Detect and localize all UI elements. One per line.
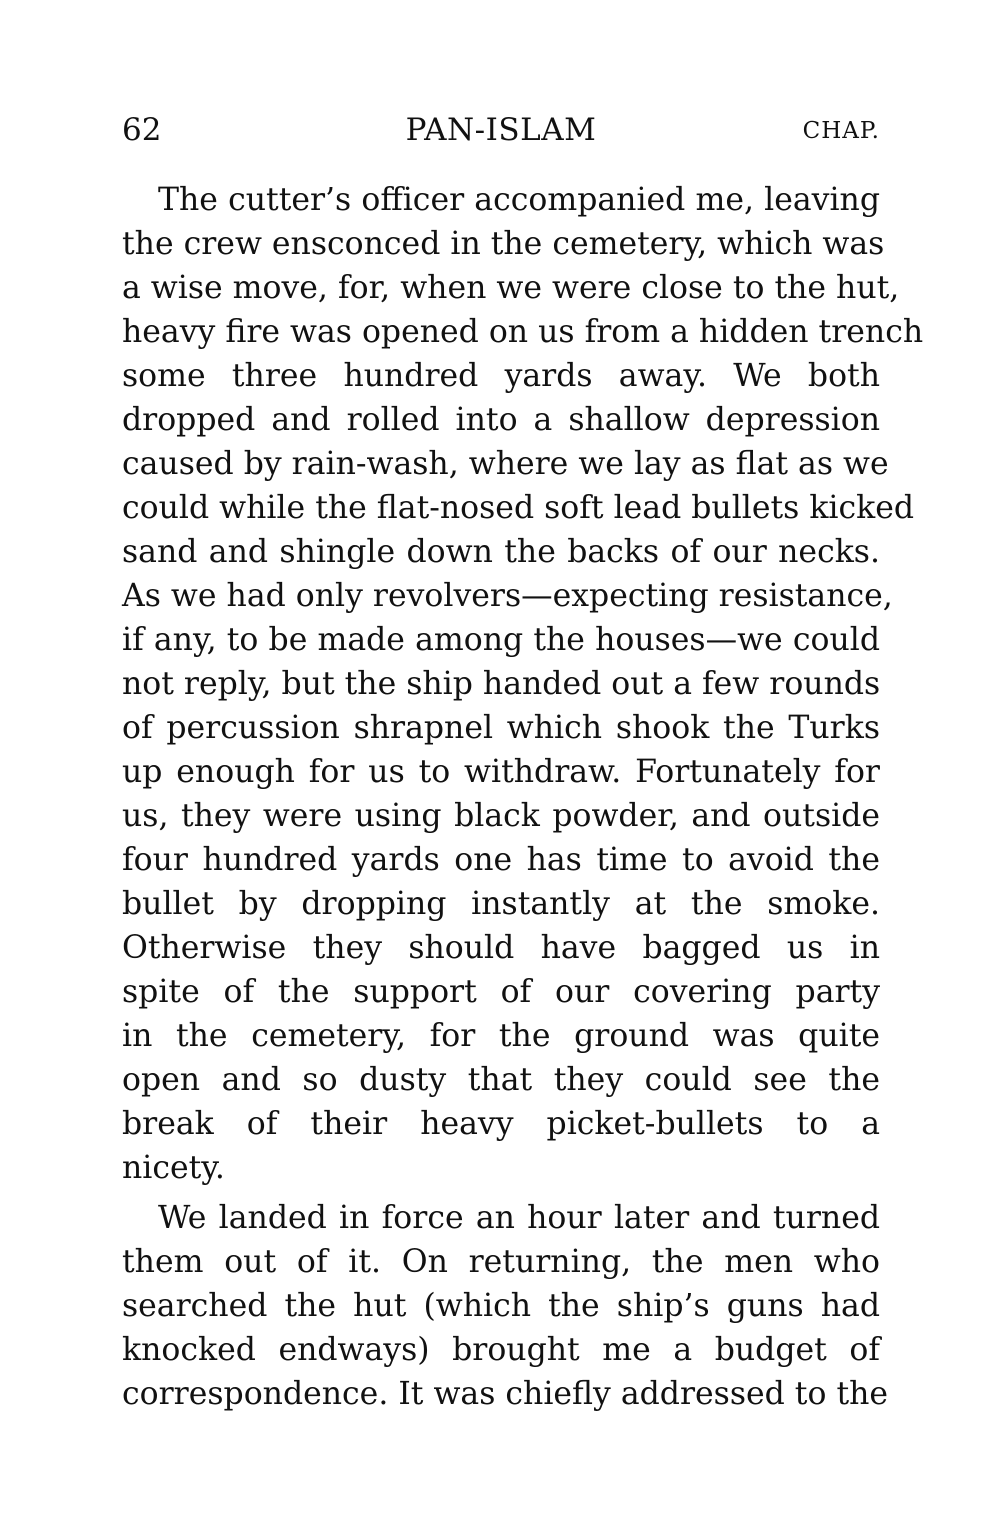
text-line: them out of it. On returning, the men who — [122, 1244, 880, 1280]
text-line: break of their heavy picket-bullets to a — [122, 1106, 880, 1142]
text-line: sand and shingle down the backs of our necks. — [122, 534, 880, 570]
text-line: open and so dusty that they could see the — [122, 1062, 880, 1098]
text-line: us, they were using black powder, and outside — [122, 798, 880, 834]
page-number: 62 — [122, 112, 162, 148]
text-line: not reply, but the ship handed out a few rounds — [122, 666, 881, 702]
running-title: PAN-ISLAM — [405, 112, 597, 148]
text-line: nicety. — [122, 1150, 225, 1186]
text-line: if any, to be made among the houses—we could — [122, 622, 880, 658]
text-line: four hundred yards one has time to avoid the — [122, 842, 880, 878]
chapter-label: CHAP. — [802, 118, 880, 144]
text-line: caused by rain-wash, where we lay as flat as we — [122, 446, 889, 482]
text-line: up enough for us to withdraw. Fortunately for — [122, 754, 880, 790]
text-line: correspondence. It was chiefly addressed to the — [122, 1376, 889, 1412]
text-line: searched the hut (which the ship’s guns had — [122, 1288, 880, 1324]
paragraph-1 — [122, 178, 924, 1190]
text-line: could while the flat-nosed soft lead bullets kicked — [122, 490, 915, 526]
text-line: in the cemetery, for the ground was quite — [122, 1018, 880, 1054]
paragraph-2 — [122, 1196, 889, 1416]
text-line: Otherwise they should have bagged us in — [122, 930, 880, 966]
text-line: The cutter’s officer accompanied me, leaving — [158, 182, 880, 218]
text-line: As we had only revolvers—expecting resistance, — [122, 578, 893, 614]
text-line: heavy fire was opened on us from a hidden trench — [122, 314, 924, 350]
text-line: spite of the support of our covering party — [122, 974, 880, 1010]
page-header — [122, 112, 880, 152]
text-line: a wise move, for, when we were close to the hut, — [122, 270, 900, 306]
text-line: of percussion shrapnel which shook the Turks — [122, 710, 880, 746]
text-line: some three hundred yards away. We both — [122, 358, 880, 394]
text-line: dropped and rolled into a shallow depression — [122, 402, 880, 438]
body-text — [122, 178, 924, 1416]
text-line: knocked endways) brought me a budget of — [122, 1332, 880, 1368]
text-line: the crew ensconced in the cemetery, which was — [122, 226, 885, 262]
text-line: bullet by dropping instantly at the smoke. — [122, 886, 880, 922]
text-line: We landed in force an hour later and turned — [158, 1200, 880, 1236]
